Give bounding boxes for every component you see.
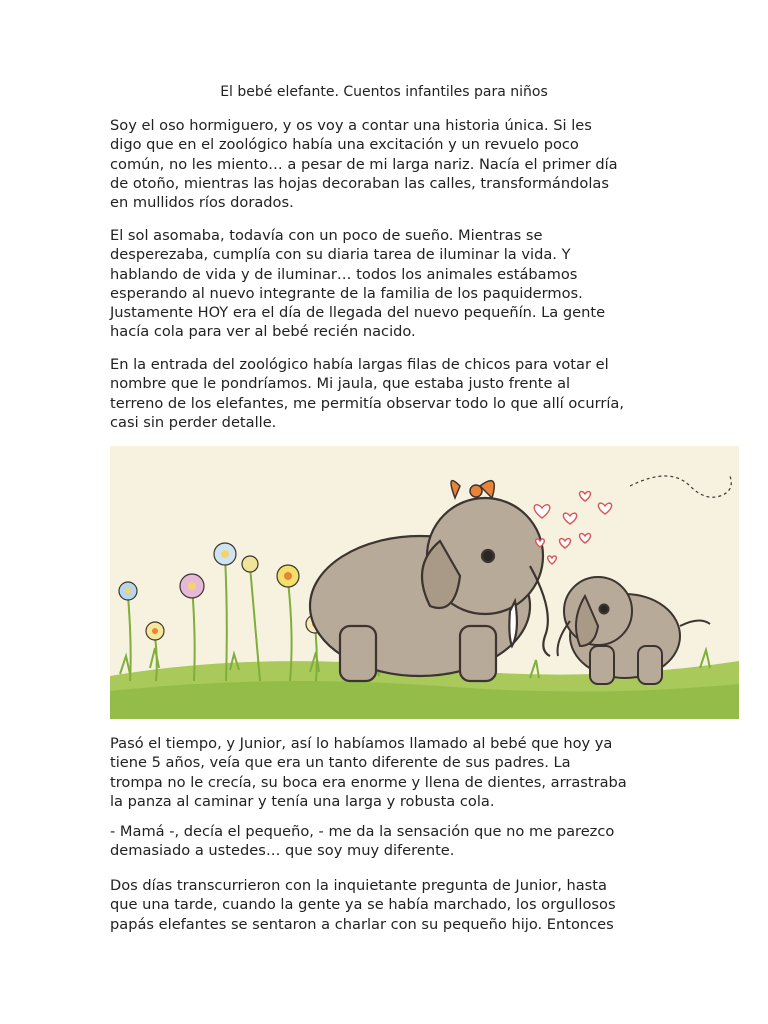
text-line: hablando de vida y de iluminar… todos los animales estábamos xyxy=(110,265,578,283)
paragraph xyxy=(110,116,670,212)
text-line: en mullidos ríos dorados. xyxy=(110,194,294,212)
text-line: nombre que le pondríamos. Mi jaula, que estaba justo frente al xyxy=(110,375,571,393)
text-line: - Mamá -, decía el pequeño, - me da la sensación que no me parezco xyxy=(110,823,615,840)
text-line: de otoño, mientras las hojas decoraban las calles, transformándolas xyxy=(110,174,609,192)
text-line: hacía cola para ver al bebé recién nacido. xyxy=(110,323,416,341)
text-line: El sol asomaba, todavía con un poco de sueño. Mientras se xyxy=(110,227,543,244)
text-line: Dos días transcurrieron con la inquietante pregunta de Junior, hasta xyxy=(110,877,607,894)
text-line: terreno de los elefantes, me permitía observar todo lo que allí ocurría, xyxy=(110,394,624,412)
text-line: papás elefantes se sentaron a charlar con su pequeño hijo. Entonces xyxy=(110,915,614,933)
text-line: Soy el oso hormiguero, y os voy a contar una historia única. Si les xyxy=(110,117,592,134)
paragraph xyxy=(110,876,670,934)
page-title: El bebé elefante. Cuentos infantiles para niños xyxy=(220,84,548,100)
text-line: Justamente HOY era el día de llegada del nuevo pequeñín. La gente xyxy=(110,304,606,322)
text-line: que una tarde, cuando la gente ya se había marchado, los orgullosos xyxy=(110,896,616,914)
text-line: digo que en el zoológico había una excitación y un revuelo poco xyxy=(110,136,579,154)
text-line: la panza al caminar y tenía una larga y robusta cola. xyxy=(110,792,495,810)
text-line: Pasó el tiempo, y Junior, así lo habíamos llamado al bebé que hoy ya xyxy=(110,735,613,752)
text-line: trompa no le crecía, su boca era enorme y llena de dientes, arrastraba xyxy=(110,773,627,791)
text-line: En la entrada del zoológico había largas filas de chicos para votar el xyxy=(110,356,609,373)
paragraph xyxy=(110,355,670,432)
text-line: común, no les miento… a pesar de mi larga nariz. Nacía el primer día xyxy=(110,155,618,173)
paragraph xyxy=(110,226,670,342)
paragraph xyxy=(110,822,670,861)
elephants-illustration xyxy=(110,446,739,719)
text-line: casi sin perder detalle. xyxy=(110,413,277,431)
text-line: desperezaba, cumplía con su diaria tarea de iluminar la vida. Y xyxy=(110,246,571,264)
text-line: demasiado a ustedes… que soy muy diferente. xyxy=(110,842,455,860)
text-line: esperando al nuevo integrante de la familia de los paquidermos. xyxy=(110,284,583,302)
text-line: tiene 5 años, veía que era un tanto diferente de sus padres. La xyxy=(110,754,571,772)
paragraph xyxy=(110,734,670,811)
